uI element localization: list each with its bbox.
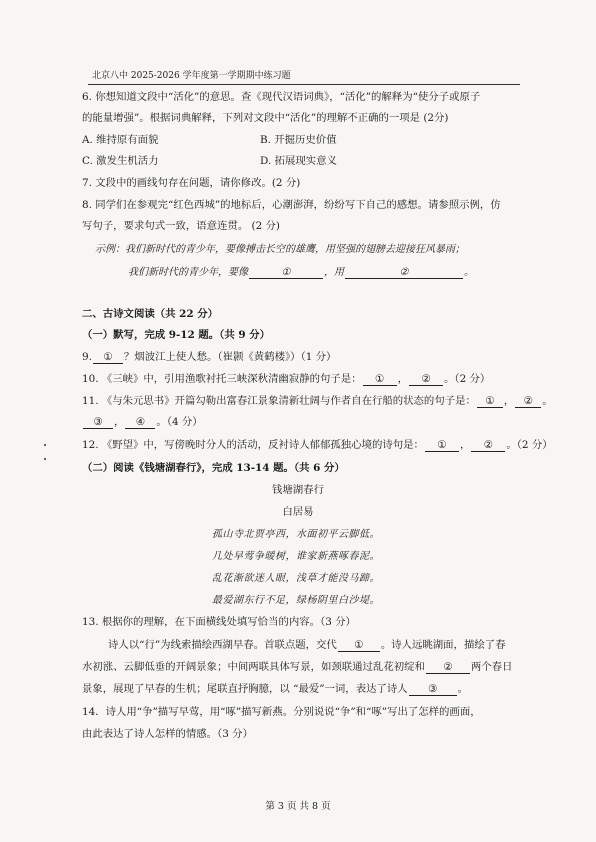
q11-sep1: ， — [503, 395, 515, 407]
q12-sep: ， — [459, 439, 471, 451]
q12-blank-2: ② — [471, 440, 505, 452]
q11-sep3: ， — [114, 416, 125, 428]
poem-author: 白居易 — [282, 506, 314, 518]
part-2-title: （二）阅读《钱塘湖春行》，完成 13-14 题。（共 6 分） — [82, 462, 345, 474]
q10-blank-2: ② — [409, 374, 443, 386]
q14-line1: 14．诗人用“争”描写早莺，用“啄”描写新燕。分别说说“争”和“啄”写出了怎样的画面， — [82, 706, 481, 718]
q6-option-b: B. 开掘历史价值 — [260, 134, 337, 146]
q12-end: 。（2 分） — [506, 439, 553, 451]
q12-text: 12. 《野望》中，写傍晚时分人的活动，反衬诗人郁郁孤独心境的诗句是： — [82, 439, 424, 451]
q13-l3a: 水初涨、云脚低垂的开阔景象；中间两联具体写景，如颈联通过乱花初绽和 — [82, 661, 425, 673]
q8-fill-mid: ，用 — [324, 267, 344, 278]
q13-l4a: 景象，展现了早春的生机；尾联直抒胸臆，以 “最爱”一词，表达了诗人 — [82, 683, 408, 695]
q13-line1: 13. 根据你的理解，在下面横线处填写恰当的内容。（3 分） — [82, 616, 356, 628]
poem-line-1: 孤山寺北贾亭西，水面初平云脚低。 — [212, 529, 380, 540]
q11-sep2: 。 — [542, 395, 553, 407]
page-footer: 第 3 页 共 8 页 — [265, 801, 331, 812]
q8-line2: 写句子，要求句式一致，语意连贯。 (2 分) — [82, 220, 280, 232]
q6-option-a: A. 维持原有面貌 — [82, 134, 159, 146]
q9-text: ？烟波江上使人愁。（崔颢《黄鹤楼》）（1 分） — [123, 351, 337, 363]
poem-title: 钱塘湖春行 — [272, 484, 324, 496]
q9-number: 9. — [82, 351, 92, 363]
q9-line — [82, 348, 336, 364]
q6-line1: 6. 你想知道文段中“活化”的意思。查《现代汉语词典》，“活化”的解释为“使分子或原子 — [82, 91, 481, 103]
poem-line-4: 最爱湖东行不足，绿杨阴里白沙堤。 — [212, 595, 380, 606]
poem-line-3: 乱花渐欲迷人眼，浅草才能没马蹄。 — [212, 573, 380, 584]
q14-line2: 由此表达了诗人怎样的情感。（3 分） — [82, 728, 253, 740]
q11-blank-1: ① — [477, 396, 503, 408]
header-rule — [88, 84, 520, 85]
q13-line3 — [82, 658, 512, 674]
q12-line — [82, 436, 553, 452]
q13-blank-1: ① — [338, 640, 380, 652]
q11-end: 。（4 分） — [156, 416, 203, 428]
q8-example: 示例：我们新时代的青少年，要像搏击长空的雄鹰，用坚强的翅膀去迎接狂风暴雨； — [95, 244, 465, 255]
q10-line — [82, 370, 490, 386]
q13-blank-3: ③ — [409, 684, 457, 696]
part-1-title: （一）默写，完成 9-12 题。（共 9 分） — [82, 329, 270, 341]
q13-line4 — [82, 680, 468, 696]
q8-blank-1: ① — [249, 267, 323, 279]
q8-line1: 8. 同学们在参观完“红色西城”的地标后，心潮澎湃，纷纷写下自己的感想。请参照示例，仿 — [82, 199, 501, 211]
q11-line1 — [82, 392, 553, 408]
q13-l2b: 。诗人远眺湖面，描绘了春 — [380, 639, 506, 651]
q13-line2 — [108, 636, 506, 652]
q13-l3b: 两个春日 — [470, 661, 513, 673]
q10-text: 10. 《三峡》中，引用渔歌衬托三峡深秋清幽寂静的句子是： — [82, 373, 362, 385]
q8-fill-end: 。 — [464, 267, 474, 278]
section-2-title: 二、古诗文阅读（共 22 分） — [82, 308, 218, 320]
q11-line2 — [82, 413, 203, 429]
q6-option-d: D. 拓展现实意义 — [260, 155, 337, 167]
q10-sep: ， — [397, 373, 408, 385]
poem-line-2: 几处早莺争暖树，谁家新燕啄春泥。 — [212, 551, 380, 562]
q10-blank-1: ① — [363, 374, 397, 386]
q8-blank-2: ② — [345, 267, 463, 279]
q10-end: 。（2 分） — [443, 373, 491, 385]
q12-blank-1: ① — [425, 440, 459, 452]
q11-blank-3: ③ — [83, 417, 113, 429]
q13-l4b: 。 — [457, 683, 469, 695]
q13-l2a: 诗人以“行”为线索描绘西湖早春。首联点题，交代 — [108, 639, 337, 651]
q8-fill-line — [128, 263, 474, 279]
page-header: 北京八中 2025-2026 学年度第一学期期中练习题 — [92, 71, 291, 81]
scan-speck — [44, 458, 46, 460]
scan-speck — [44, 444, 46, 446]
q13-blank-2: ② — [426, 662, 470, 674]
q6-line2: 的能量增强”。根据词典解释，下列对文段中“活化”的理解不正确的一项是 (2分) — [82, 112, 449, 124]
q8-fill-prefix: 我们新时代的青少年，要像 — [128, 267, 248, 278]
q6-option-c: C. 激发生机活力 — [82, 155, 159, 167]
q11-blank-2: ② — [515, 396, 541, 408]
q7-text: 7. 文段中的画线句存在问题，请你修改。(2 分) — [82, 177, 301, 189]
q11-blank-4: ④ — [125, 417, 155, 429]
q11-text: 11. 《与朱元思书》开篇勾勒出富春江景象清新壮阔与作者自在行船的状态的句子是： — [82, 395, 476, 407]
q9-blank-1: ① — [93, 352, 123, 364]
